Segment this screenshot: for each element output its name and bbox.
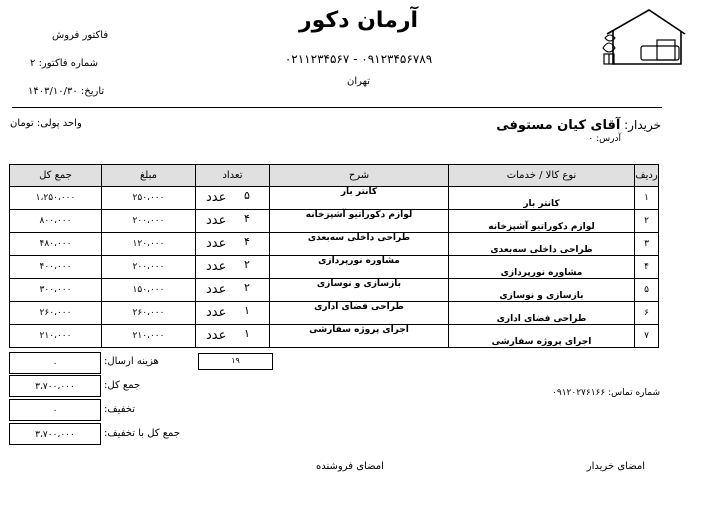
currency-label: واحد پولی: تومان: [10, 118, 82, 129]
buyer-label: خریدار:: [624, 118, 661, 132]
company-city: تهران: [346, 76, 371, 87]
buyer-info: [496, 118, 661, 133]
qty-number: ۴: [244, 235, 250, 248]
qty-number: ۲: [244, 258, 250, 271]
qty-number: ۵: [244, 189, 250, 202]
cell-total: ۳۰۰،۰۰۰: [10, 279, 102, 302]
cell-price: ۲۶۰،۰۰۰: [102, 302, 196, 325]
sum-label: جمع کل:: [104, 380, 141, 391]
table-row: [10, 302, 659, 325]
header-price: مبلغ: [102, 165, 196, 187]
contact-info: [552, 388, 660, 398]
cell-row: ۵: [635, 279, 659, 302]
contact-label: شماره تماس:: [608, 388, 660, 398]
cell-type: مشاوره نورپردازی: [449, 256, 635, 279]
discount-label: تخفیف:: [104, 404, 136, 415]
sum-value: ۳،۷۰۰،۰۰۰: [9, 375, 101, 397]
invoice-date: [28, 86, 104, 97]
discount-value: ۰: [9, 399, 101, 421]
buyer-name: آقای کیان مستوفی: [496, 118, 621, 133]
cell-price: ۲۰۰،۰۰۰: [102, 256, 196, 279]
header-row: ردیف: [635, 165, 659, 187]
cell-qty: [196, 302, 270, 325]
cell-row: ۴: [635, 256, 659, 279]
cell-type: اجرای پروژه سفارشی: [449, 325, 635, 348]
qty-unit: عدد: [206, 282, 227, 297]
cell-qty: [196, 325, 270, 348]
cell-desc: بازسازی و نوسازی: [270, 279, 449, 302]
header-qty: تعداد: [196, 165, 270, 187]
invoice-title: فاکتور فروش: [52, 30, 109, 41]
grand-total-value: ۳،۷۰۰،۰۰۰: [9, 423, 101, 445]
address-label: آدرس:: [596, 134, 621, 144]
cell-type: بازسازی و نوسازی: [449, 279, 635, 302]
qty-number: ۴: [244, 212, 250, 225]
qty-unit: عدد: [206, 328, 227, 343]
cell-row: ۶: [635, 302, 659, 325]
seller-signature: امضای فروشنده: [316, 461, 384, 472]
cell-desc: طراحی فضای اداری: [270, 302, 449, 325]
cell-desc: طراحی داخلی سه‌بعدی: [270, 233, 449, 256]
cell-type: کانتر بار: [449, 187, 635, 210]
qty-unit: عدد: [206, 305, 227, 320]
items-table: [9, 164, 659, 348]
qty-unit: عدد: [206, 213, 227, 228]
grand-total-label: جمع کل با تخفیف:: [104, 428, 181, 439]
cell-qty: [196, 256, 270, 279]
cell-price: ۲۰۰،۰۰۰: [102, 210, 196, 233]
shipping-value: ۰: [9, 352, 101, 374]
cell-total: ۴۸۰،۰۰۰: [10, 233, 102, 256]
cell-type: طراحی فضای اداری: [449, 302, 635, 325]
shipping-label: هزینه ارسال:: [104, 356, 159, 367]
cell-desc: کانتر بار: [270, 187, 449, 210]
cell-total: ۱،۲۵۰،۰۰۰: [10, 187, 102, 210]
cell-row: ۳: [635, 233, 659, 256]
address-value: ۰: [588, 134, 594, 144]
cell-total: ۲۱۰،۰۰۰: [10, 325, 102, 348]
invoice-number-label: شماره فاکتور:: [38, 58, 98, 69]
cell-price: ۱۵۰،۰۰۰: [102, 279, 196, 302]
qty-unit: عدد: [206, 190, 227, 205]
header-divider: [12, 107, 662, 108]
table-row: [10, 233, 659, 256]
qty-sum: ۱۹: [198, 353, 273, 370]
cell-desc: اجرای پروژه سفارشی: [270, 325, 449, 348]
qty-unit: عدد: [206, 259, 227, 274]
cell-row: ۲: [635, 210, 659, 233]
qty-number: ۱: [244, 304, 250, 317]
table-row: [10, 210, 659, 233]
qty-unit: عدد: [206, 236, 227, 251]
table-row: [10, 279, 659, 302]
contact-phone: ۰۹۱۲۰۲۷۶۱۶۶: [552, 388, 606, 398]
cell-qty: [196, 187, 270, 210]
invoice-date-value: ۱۴۰۳/۱۰/۳۰: [28, 86, 78, 97]
cell-price: ۱۲۰،۰۰۰: [102, 233, 196, 256]
table-row: [10, 187, 659, 210]
cell-total: ۸۰۰،۰۰۰: [10, 210, 102, 233]
table-header-row: [10, 165, 659, 187]
cell-price: ۲۵۰،۰۰۰: [102, 187, 196, 210]
cell-row: ۱: [635, 187, 659, 210]
cell-total: ۲۶۰،۰۰۰: [10, 302, 102, 325]
company-name: آرمان دکور: [298, 8, 419, 33]
header-desc: شرح: [270, 165, 449, 187]
invoice-number: [30, 58, 98, 69]
cell-row: ۷: [635, 325, 659, 348]
header-total: جمع کل: [10, 165, 102, 187]
header-type: نوع کالا / خدمات: [449, 165, 635, 187]
cell-desc: مشاوره نورپردازی: [270, 256, 449, 279]
company-phones: ۰۲۱۱۲۳۴۵۶۷ - ۰۹۱۲۳۴۵۶۷۸۹: [284, 52, 433, 66]
invoice-number-value: ۲: [30, 58, 36, 69]
buyer-signature: امضای خریدار: [586, 461, 645, 472]
cell-desc: لوازم دکوراتیو آشپزخانه: [270, 210, 449, 233]
cell-qty: [196, 210, 270, 233]
invoice-date-label: تاریخ:: [80, 86, 105, 97]
table-row: [10, 256, 659, 279]
table-row: [10, 325, 659, 348]
cell-type: لوازم دکوراتیو آشپزخانه: [449, 210, 635, 233]
cell-qty: [196, 233, 270, 256]
buyer-address: [588, 134, 621, 144]
cell-price: ۲۱۰،۰۰۰: [102, 325, 196, 348]
cell-qty: [196, 279, 270, 302]
cell-type: طراحی داخلی سه‌بعدی: [449, 233, 635, 256]
qty-number: ۱: [244, 327, 250, 340]
qty-number: ۲: [244, 281, 250, 294]
cell-total: ۴۰۰،۰۰۰: [10, 256, 102, 279]
